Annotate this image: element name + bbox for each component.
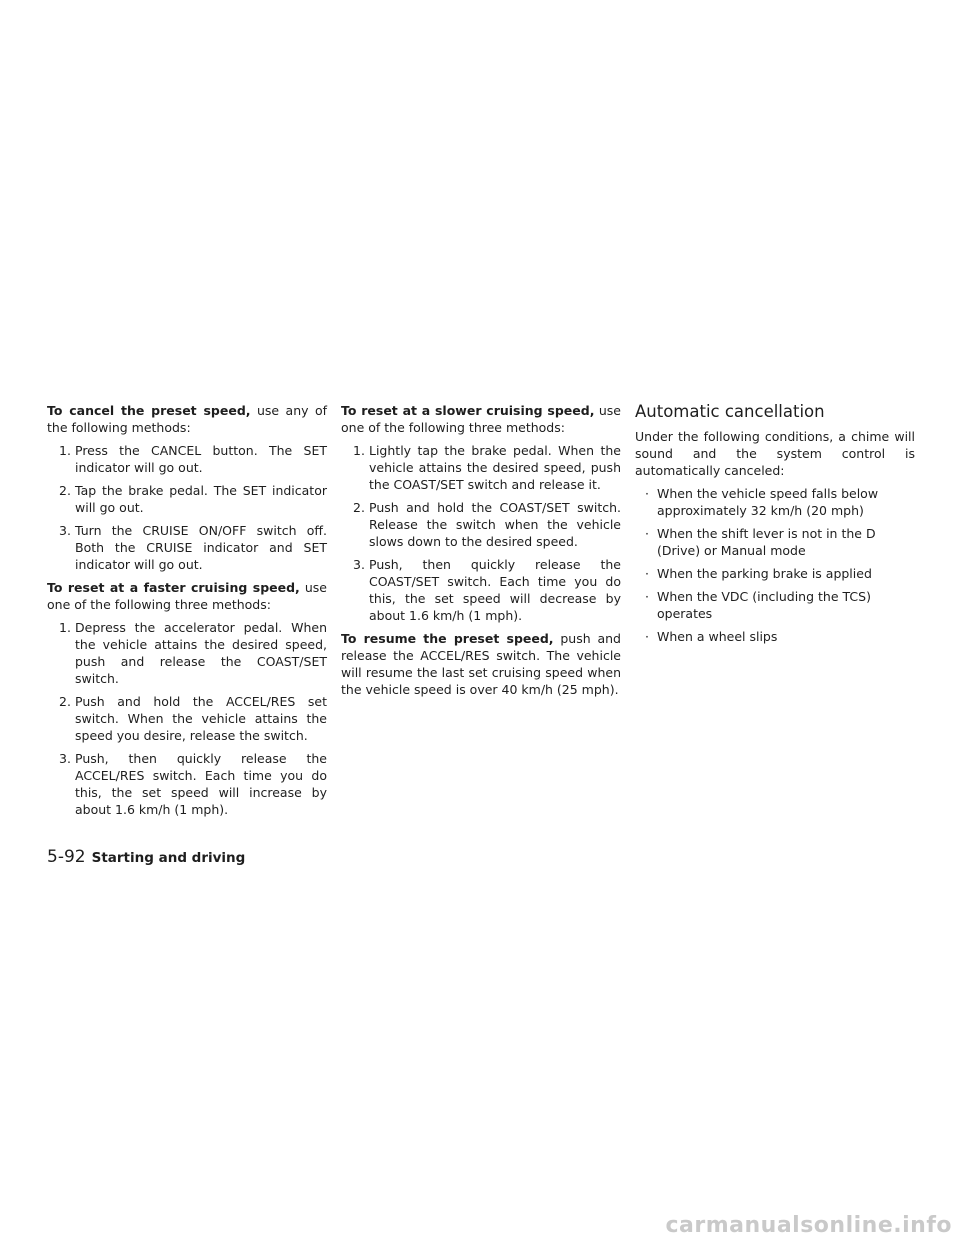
bullet-icon: · bbox=[645, 629, 649, 644]
list-item: 2. Push and hold the ACCEL/RES set switch. When the vehicle attains the speed you desire, release the switch. bbox=[59, 694, 327, 743]
list-item: · When a wheel slips bbox=[645, 629, 778, 644]
faster-intro-text: use one of the following three methods: bbox=[47, 580, 327, 612]
auto-cancel-intro: Under the following conditions, a chime will sound and the system control is automatically canceled: bbox=[635, 429, 915, 478]
slower-intro bbox=[341, 402, 621, 436]
list-item: · When the vehicle speed falls below approximately 32 km/h (20 mph) bbox=[645, 486, 879, 518]
bullet-icon: · bbox=[645, 589, 649, 604]
column-middle bbox=[341, 402, 621, 704]
list-item: · When the VDC (including the TCS) operates bbox=[645, 589, 871, 621]
list-item: 3. Push, then quickly release the ACCEL/RES switch. Each time you do this, the set speed will increase by about 1.6 km/h (1 mph). bbox=[59, 751, 327, 817]
cancel-steps bbox=[47, 442, 327, 573]
bullet-icon: · bbox=[645, 486, 649, 501]
list-item: · When the shift lever is not in the D (Drive) or Manual mode bbox=[645, 526, 876, 558]
list-item: 3. Turn the CRUISE ON/OFF switch off. Both the CRUISE indicator and SET indicator will go out. bbox=[59, 523, 327, 572]
cancel-lead: To cancel the preset speed, bbox=[47, 403, 251, 418]
watermark: carmanualsonline.info bbox=[665, 1213, 952, 1238]
list-item: · When the parking brake is applied bbox=[645, 566, 872, 581]
list-item: 1. Press the CANCEL button. The SET indicator will go out. bbox=[59, 443, 327, 475]
bullet-icon: · bbox=[645, 566, 649, 581]
resume-lead: To resume the preset speed, bbox=[341, 631, 554, 646]
list-item: 1. Depress the accelerator pedal. When the vehicle attains the desired speed, push and release the COAST/SET switch. bbox=[59, 620, 327, 686]
faster-intro bbox=[47, 579, 327, 613]
chapter-title: Starting and driving bbox=[91, 850, 246, 866]
bullet-icon: · bbox=[645, 526, 649, 541]
section-heading: Automatic cancellation bbox=[635, 402, 825, 421]
list-item: 3. Push, then quickly release the COAST/SET switch. Each time you do this, the set speed will decrease by about 1.6 km/h (1 mph). bbox=[353, 557, 621, 623]
column-left bbox=[47, 402, 327, 824]
page-number: 5-92 bbox=[47, 847, 86, 867]
slower-steps bbox=[341, 442, 621, 624]
resume-paragraph bbox=[341, 630, 621, 698]
page-footer bbox=[47, 847, 245, 868]
list-item: 2. Tap the brake pedal. The SET indicator will go out. bbox=[59, 483, 327, 515]
slower-intro-text: use one of the following three methods: bbox=[341, 403, 621, 435]
cancel-intro-text: use any of the following methods: bbox=[47, 403, 328, 435]
list-item: 2. Push and hold the COAST/SET switch. Release the switch when the vehicle slows down to the desired speed. bbox=[353, 500, 621, 549]
auto-cancel-conditions bbox=[635, 485, 915, 645]
list-item: 1. Lightly tap the brake pedal. When the vehicle attains the desired speed, push the COAST/SET switch and release it. bbox=[353, 443, 621, 492]
faster-steps bbox=[47, 619, 327, 818]
slower-lead: To reset at a slower cruising speed, bbox=[341, 403, 595, 418]
cancel-intro bbox=[47, 402, 327, 436]
resume-text: push and release the ACCEL/RES switch. The vehicle will resume the last set cruising speed when the vehicle speed is over 40 km/h (25 mph). bbox=[341, 631, 621, 697]
column-right bbox=[635, 402, 915, 651]
faster-lead: To reset at a faster cruising speed, bbox=[47, 580, 300, 595]
